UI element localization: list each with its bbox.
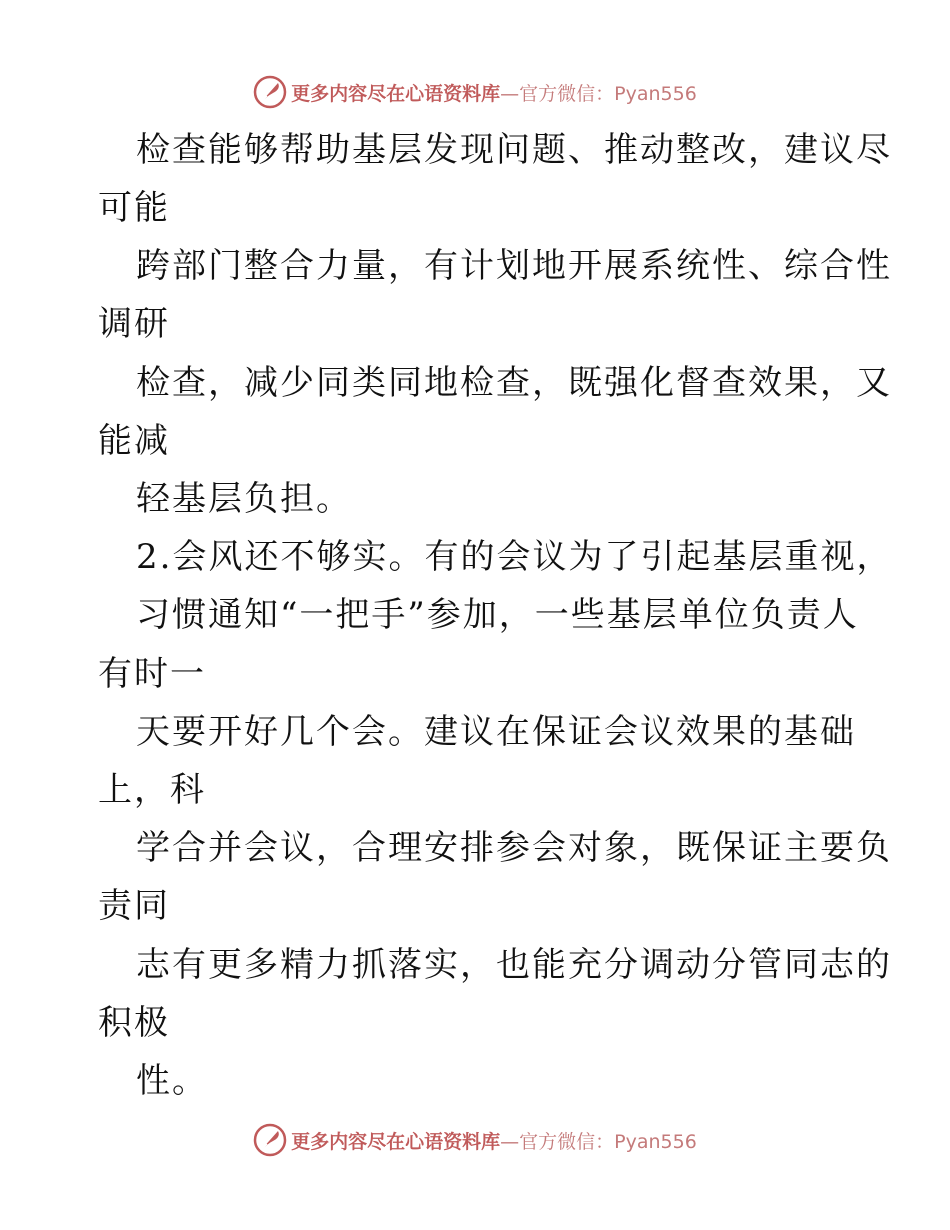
paragraph-line: 可能 [98, 188, 170, 228]
paragraph-line: 习惯通知“一把手”参加，一些基层单位负责人 [136, 595, 859, 635]
paragraph-line: 有时一 [98, 654, 206, 694]
paragraph-line: 跨部门整合力量，有计划地开展系统性、综合性 [136, 246, 892, 286]
header-promo-text [291, 79, 697, 106]
header-promo-title: 更多内容尽在心语资料库 [291, 82, 501, 105]
paragraph-line: 学合并会议，合理安排参会对象，既保证主要负 [136, 828, 892, 868]
footer-dash: — [500, 1130, 520, 1153]
footer-promo-text [291, 1127, 697, 1154]
paragraph-line: 2.会风还不够实。有的会议为了引起基层重视， [136, 537, 893, 577]
paragraph-line: 检查，减少同类同地检查，既强化督查效果，又 [136, 363, 892, 403]
paragraph-line: 轻基层负担。 [136, 479, 352, 519]
paragraph-line: 责同 [98, 886, 170, 926]
feather-pen-logo-icon [253, 1123, 287, 1157]
feather-pen-logo-icon [253, 75, 287, 109]
paragraph-line: 积极 [98, 1003, 170, 1043]
header-contact: 官方微信：Pyan556 [519, 82, 697, 105]
paragraph-line: 天要开好几个会。建议在保证会议效果的基础 [136, 712, 856, 752]
paragraph-line: 上，科 [98, 770, 206, 810]
footer-watermark [0, 1120, 950, 1160]
header-watermark [0, 72, 950, 112]
footer-promo-title: 更多内容尽在心语资料库 [291, 1130, 501, 1153]
header-dash: — [500, 82, 520, 105]
paragraph-line: 调研 [98, 304, 170, 344]
paragraph-line: 志有更多精力抓落实，也能充分调动分管同志的 [136, 945, 892, 985]
paragraph-line: 性。 [136, 1061, 208, 1101]
footer-contact: 官方微信：Pyan556 [519, 1130, 697, 1153]
paragraph-line: 检查能够帮助基层发现问题、推动整改，建议尽 [136, 130, 892, 170]
paragraph-line: 能减 [98, 421, 170, 461]
